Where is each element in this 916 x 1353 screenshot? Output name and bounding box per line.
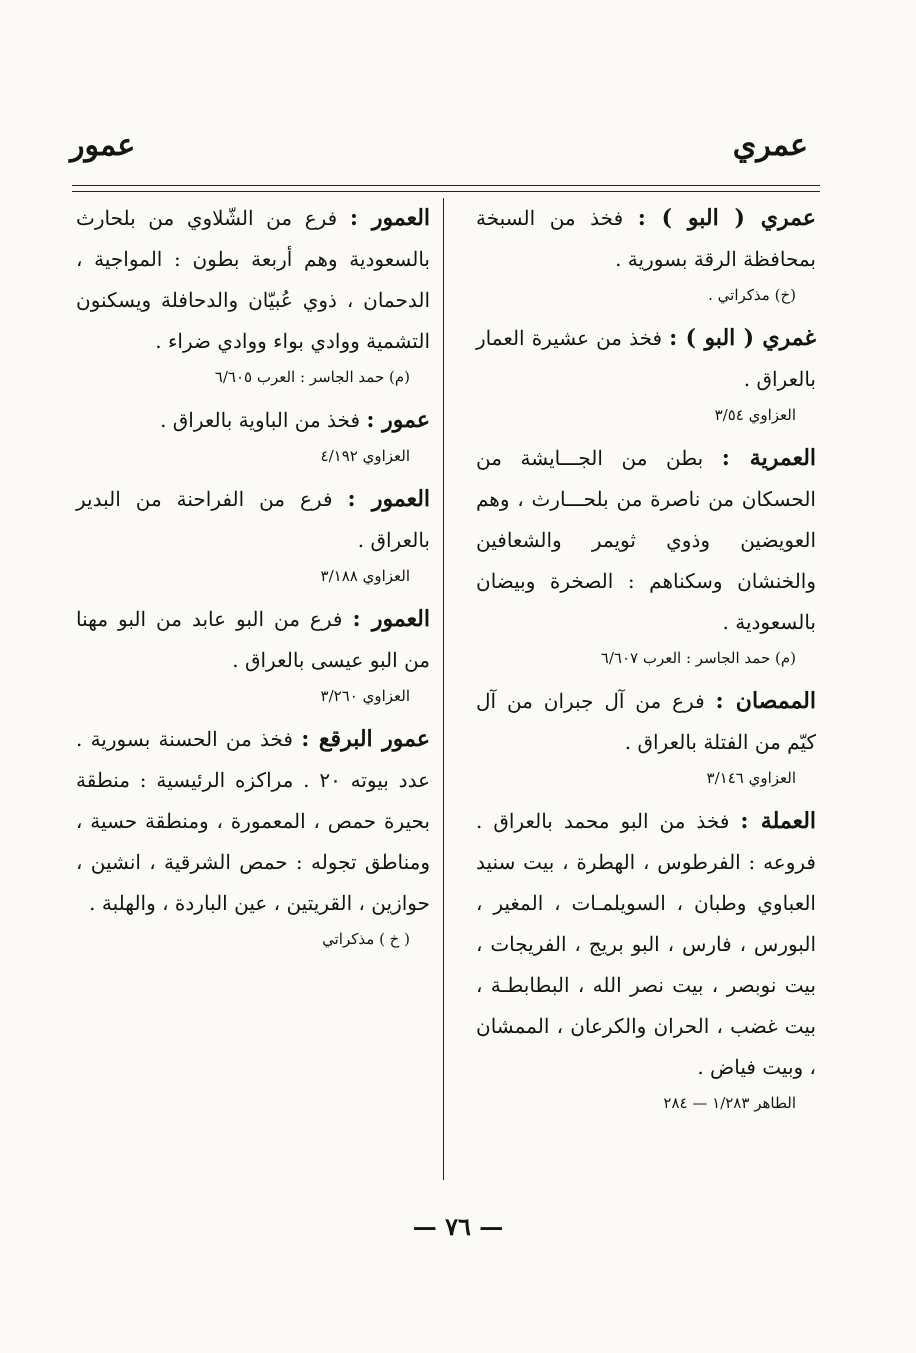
entry-term: عمري ( البو ) :: [637, 205, 817, 231]
dictionary-entry: [476, 198, 816, 310]
header-rule-secondary: [72, 191, 820, 192]
dictionary-entry: [476, 318, 816, 430]
entry-paragraph: [476, 801, 816, 1088]
entry-term: العمور :: [349, 205, 431, 231]
entry-source: (م) حمد الجاسر : العرب ٦/٦٠٥: [214, 368, 410, 386]
entry-text: فخذ من عشيرة العمار بالعراق .: [476, 326, 816, 391]
entry-text: فرع من آل جبران من آل كيّم من الفتلة بالعراق .: [476, 689, 816, 754]
header-word-left: عمور: [70, 128, 136, 163]
entry-term: العملة :: [740, 808, 817, 834]
dictionary-entry: [476, 438, 816, 673]
dictionary-entry: [76, 198, 430, 392]
entry-paragraph: [76, 400, 430, 441]
entry-text: فرع من البو عابد من البو مهنا من البو عيسى بالعراق .: [76, 607, 430, 672]
entry-source: العزاوي ٣/١٨٨: [320, 567, 410, 585]
entry-term: العمور :: [347, 486, 431, 512]
header-word-right: عمري: [732, 128, 808, 163]
entry-text: بطن من الجـــايشة من الحسكان من ناصرة من بلحـــارث ، وهم العويضين وذوي ثويمر والشعافين والخنشان وسكناهم : الصخرة وبيضان بالسعودية .: [476, 446, 816, 634]
entry-source: العزاوي ٤/١٩٢: [320, 447, 410, 465]
entry-paragraph: [76, 198, 430, 362]
entry-text: فخذ من الباوية بالعراق .: [160, 408, 361, 432]
entry-paragraph: [76, 479, 430, 561]
entry-term: العمور :: [352, 606, 430, 632]
left-column: [76, 198, 430, 962]
dictionary-entry: [476, 801, 816, 1118]
column-divider: [443, 198, 444, 1180]
entry-source: (خ) مذكراتي .: [708, 286, 796, 304]
dictionary-entry: [476, 681, 816, 793]
entry-text: فرع من الفراحنة من البدير بالعراق .: [76, 487, 430, 552]
header-rule: [72, 185, 820, 186]
entry-paragraph: [476, 681, 816, 763]
entry-source: العزاوي ٣/٥٤: [714, 406, 796, 424]
entry-term: غمري ( البو ) :: [669, 325, 817, 351]
entry-term: العمرية :: [721, 445, 817, 471]
entry-term: الممصان :: [715, 688, 816, 714]
entry-text: فرع من الشّلاوي من بلحارث بالسعودية وهم أربعة بطون : المواجية ، الدحمان ، ذوي عُبيّان والدحافلة ويسكنون التشمية ووادي بواء ووادي ضراء .: [76, 206, 430, 353]
entry-paragraph: [476, 198, 816, 280]
right-column: [476, 198, 816, 1126]
entry-text: فخذ من البو محمد بالعراق . فروعه : الفرطوس ، الهطرة ، بيت سنيد العباوي وطبان ، السويلمـات ، المغير ، البورس ، فارس ، البو بريج ، الفريجات ، بيت نوبصر ، بيت نصر الله ، البطابطـة ، بيت غضب ، الحران والكرعان ، الممشان ، وبيت فياض .: [476, 809, 816, 1079]
entry-paragraph: [476, 318, 816, 400]
entry-source: (م) حمد الجاسر : العرب ٦/٦٠٧: [600, 649, 796, 667]
entry-source: العزاوي ٣/٢٦٠: [320, 687, 410, 705]
entry-text: فخذ من السبخة بمحافظة الرقة بسورية .: [476, 206, 816, 271]
entry-text: فخذ من الحسنة بسورية . عدد بيوته ٢٠ . مراكزه الرئيسية : منطقة بحيرة حمص ، المعمورة ، ومنطقة حسية ، ومناطق تجوله : حمص الشرقية ، انشين ، حوازين ، القريتين ، عين الباردة ، والهلبة .: [76, 727, 430, 915]
entry-term: عمور :: [366, 407, 430, 433]
dictionary-entry: [76, 599, 430, 711]
entry-paragraph: [476, 438, 816, 643]
entry-source: ( خ ) مذكراتي: [322, 930, 410, 948]
dictionary-entry: [76, 479, 430, 591]
page-number: — ٧٦ —: [412, 1212, 504, 1241]
dictionary-entry: [76, 719, 430, 954]
entry-paragraph: [76, 719, 430, 924]
dictionary-entry: [76, 400, 430, 471]
entry-term: عمور البرقع :: [301, 726, 431, 752]
entry-source: الطاهر ١/٢٨٣ — ٢٨٤: [663, 1094, 796, 1112]
entry-paragraph: [76, 599, 430, 681]
entry-source: العزاوي ٣/١٤٦: [706, 769, 796, 787]
